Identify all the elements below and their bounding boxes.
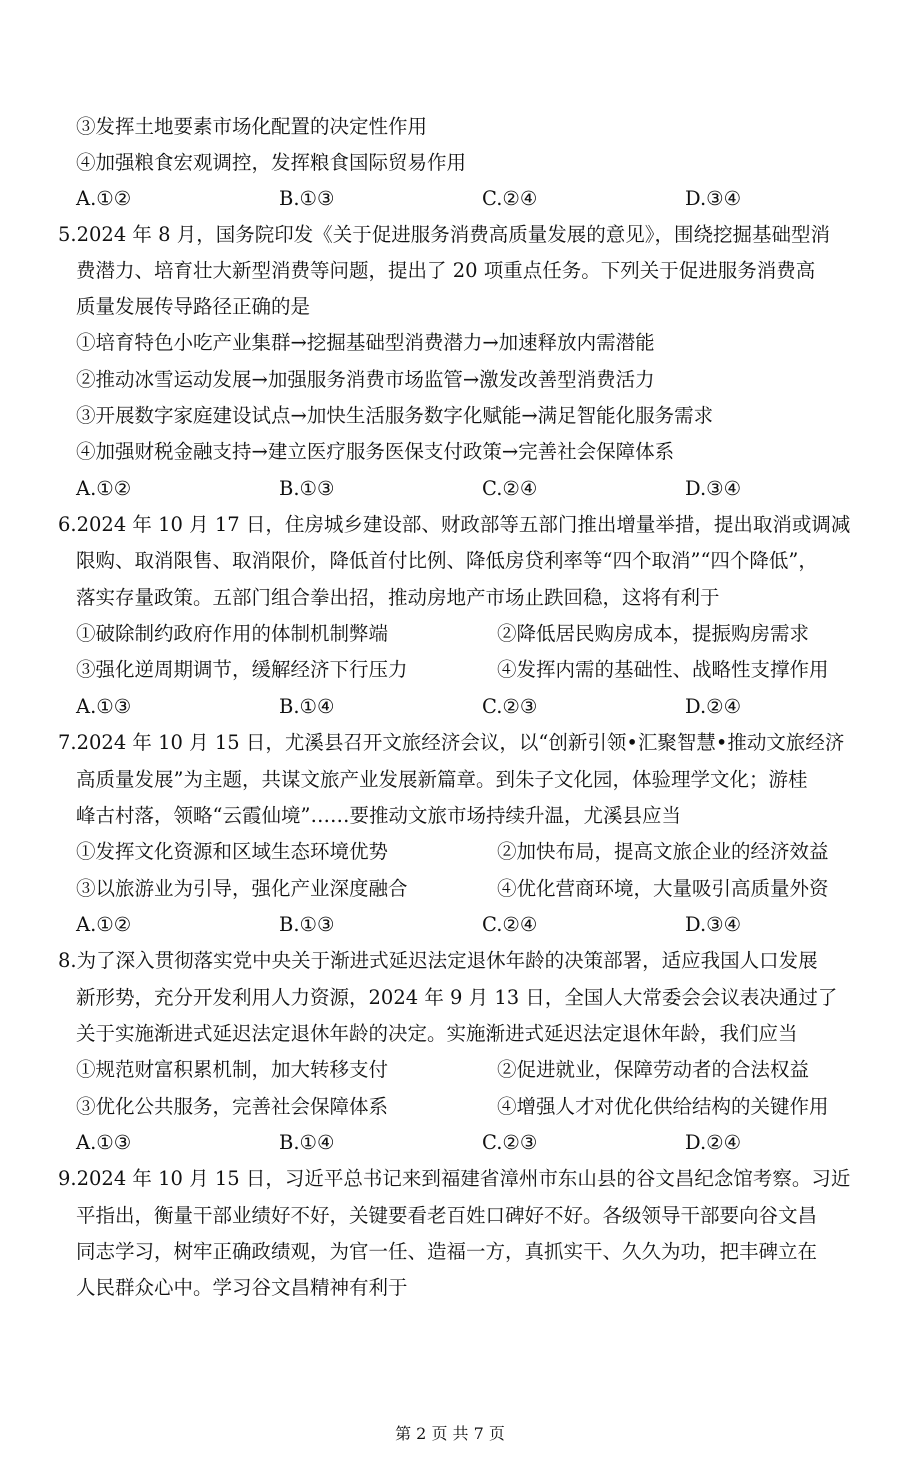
q7-stem-line: 7.2024 年 10 月 15 日，尤溪县召开文旅经济会议，以“创新引领•汇聚智慧•推动文旅经济: [58, 731, 845, 754]
option-b: B.①③: [279, 187, 335, 210]
option-a: A.①②: [76, 477, 132, 500]
option-a: A.①②: [76, 187, 132, 210]
option-b: B.①③: [279, 477, 335, 500]
q8-item: ③优化公共服务，完善社会保障体系: [76, 1095, 389, 1118]
q7-item-row: [76, 839, 866, 865]
q8-item-row: [76, 1094, 866, 1120]
option-d: D.③④: [685, 187, 742, 210]
q6-item-row: [76, 621, 866, 647]
q6-item: ①破除制约政府作用的体制机制弊端: [76, 622, 389, 645]
option-b: B.①③: [279, 913, 335, 936]
q9-stem-line: 9.2024 年 10 月 15 日，习近平总书记来到福建省漳州市东山县的谷文昌纪念馆考察。习近: [58, 1167, 851, 1190]
q8-item: ④增强人才对优化供给结构的关键作用: [497, 1095, 829, 1118]
q5-item: ③开展数字家庭建设试点→加快生活服务数字化赋能→满足智能化服务需求: [76, 404, 714, 427]
q6-item: ②降低居民购房成本，提振购房需求: [497, 622, 810, 645]
q7-item: ③以旅游业为引导，强化产业深度融合: [76, 877, 408, 900]
q5-stem-line: 5.2024 年 8 月，国务院印发《关于促进服务消费高质量发展的意见》，围绕挖掘基础型消: [58, 223, 830, 246]
q8-item: ②促进就业，保障劳动者的合法权益: [497, 1058, 810, 1081]
prev-item-3: ③发挥土地要素市场化配置的决定性作用: [76, 115, 428, 138]
q8-stem-line: 新形势，充分开发利用人力资源，2024 年 9 月 13 日，全国人大常委会会议表决通过了: [76, 986, 838, 1009]
q6-stem-line: 落实存量政策。五部门组合拳出招，推动房地产市场止跌回稳，这将有利于: [76, 586, 720, 609]
q6-item-row: [76, 657, 866, 683]
option-c: C.②④: [482, 913, 538, 936]
q7-item: ②加快布局，提高文旅企业的经济效益: [497, 840, 829, 863]
q9-stem-line: 同志学习，树牢正确政绩观，为官一任、造福一方，真抓实干、久久为功，把丰碑立在: [76, 1240, 818, 1263]
q7-item: ④优化营商环境，大量吸引高质量外资: [497, 877, 829, 900]
q6-options: [76, 694, 856, 720]
q5-item: ②推动冰雪运动发展→加强服务消费市场监管→激发改善型消费活力: [76, 368, 655, 391]
option-d: D.②④: [685, 1131, 742, 1154]
q5-stem-line: 质量发展传导路径正确的是: [76, 295, 311, 318]
page-footer: 第 2 页 共 7 页: [395, 1424, 505, 1443]
q7-stem-line: 峰古村落，领略“云霞仙境”……要推动文旅市场持续升温，尤溪县应当: [76, 804, 681, 827]
q7-stem-line: 高质量发展”为主题，共谋文旅产业发展新篇章。到朱子文化园，体验理学文化；游桂: [76, 768, 808, 791]
q6-stem-line: 6.2024 年 10 月 17 日，住房城乡建设部、财政部等五部门推出增量举措，提出取消或调减: [58, 513, 851, 536]
option-d: D.③④: [685, 477, 742, 500]
q8-item: ①规范财富积累机制，加大转移支付: [76, 1058, 389, 1081]
q8-options: [76, 1130, 856, 1156]
q6-item: ③强化逆周期调节，缓解经济下行压力: [76, 658, 408, 681]
option-b: B.①④: [279, 695, 335, 718]
option-c: C.②③: [482, 695, 538, 718]
prev-item-4: ④加强粮食宏观调控，发挥粮食国际贸易作用: [76, 151, 467, 174]
q5-item: ④加强财税金融支持→建立医疗服务医保支付政策→完善社会保障体系: [76, 440, 675, 463]
q7-item-row: [76, 876, 866, 902]
q5-item: ①培育特色小吃产业集群→挖掘基础型消费潜力→加速释放内需潜能: [76, 331, 655, 354]
q7-options: [76, 912, 856, 938]
option-a: A.①③: [76, 1131, 132, 1154]
option-d: D.②④: [685, 695, 742, 718]
q7-item: ①发挥文化资源和区域生态环境优势: [76, 840, 389, 863]
q6-item: ④发挥内需的基础性、战略性支撑作用: [497, 658, 829, 681]
option-d: D.③④: [685, 913, 742, 936]
q5-options: [76, 476, 856, 502]
q8-item-row: [76, 1057, 866, 1083]
option-a: A.①③: [76, 695, 132, 718]
option-a: A.①②: [76, 913, 132, 936]
q8-stem-line: 8.为了深入贯彻落实党中央关于渐进式延迟法定退休年龄的决策部署，适应我国人口发展: [58, 949, 818, 972]
option-c: C.②③: [482, 1131, 538, 1154]
prev-options: [76, 186, 856, 212]
q5-stem-line: 费潜力、培育壮大新型消费等问题，提出了 20 项重点任务。下列关于促进服务消费高: [76, 259, 816, 282]
option-b: B.①④: [279, 1131, 335, 1154]
option-c: C.②④: [482, 477, 538, 500]
q6-stem-line: 限购、取消限售、取消限价，降低首付比例、降低房贷利率等“四个取消”“四个降低”，: [76, 549, 818, 572]
option-c: C.②④: [482, 187, 538, 210]
q9-stem-line: 人民群众心中。学习谷文昌精神有利于: [76, 1276, 408, 1299]
q8-stem-line: 关于实施渐进式延迟法定退休年龄的决定。实施渐进式延迟法定退休年龄，我们应当: [76, 1022, 798, 1045]
q9-stem-line: 平指出，衡量干部业绩好不好，关键要看老百姓口碑好不好。各级领导干部要向谷文昌: [76, 1204, 818, 1227]
